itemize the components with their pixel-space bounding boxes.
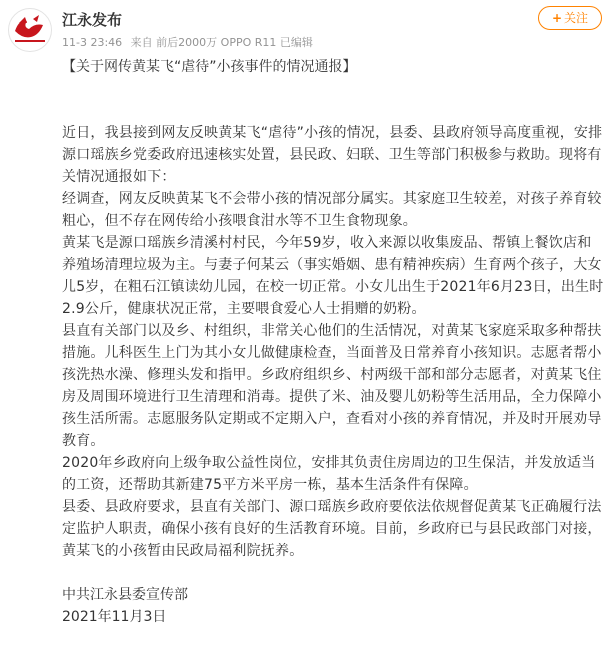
sign-date: 2021年11月3日 — [62, 609, 167, 625]
plus-icon: + — [551, 11, 563, 25]
paragraph-requirements: 县委、县政府要求，县直有关部门、源口瑶族乡政府要依法依规督促黄某飞正确履行法定监护人职责，确保小孩有良好的生活教育环境。目前，乡政府已与县民政部门对接，黄某飞的小孩暂由民政局福利院抚养。 — [62, 499, 602, 559]
follow-label: 关注 — [564, 11, 589, 25]
post-date: 11-3 23:46 — [62, 36, 123, 49]
post-source: 来自 前后2000万 OPPO R11 已编辑 — [130, 36, 313, 49]
signature: 中共江永县委宣传部 — [62, 587, 188, 603]
paragraph-investigation: 经调查，网友反映黄某飞不会带小孩的情况部分属实。其家庭卫生较差，对孩子养育较粗心，但不存在网传给小孩喂食泔水等不卫生食物现象。 — [62, 191, 602, 229]
paragraph-assistance: 县直有关部门以及乡、村组织，非常关心他们的生活情况，对黄某飞家庭采取多种帮扶措施。儿科医生上门为其小女儿做健康检查，当面普及日常养育小孩知识。志愿者帮小孩洗热水澡、修理头发和指甲。乡政府组织乡、村两级干部和部分志愿者，对黄某飞住房及周围环境进行卫生清理和消毒。提供了米、油及婴儿奶粉等生活用品，全力保障小孩生活所需。志愿服务队定期或不定期入户，查看对小孩的养育情况，并及时开展劝导教育。 — [62, 323, 602, 449]
post-meta — [62, 35, 318, 51]
author-name[interactable]: 江永发布 — [62, 11, 123, 29]
avatar-logo-icon — [9, 9, 51, 51]
paragraph-intro: 近日，我县接到网友反映黄某飞“虐待”小孩的情况，县委、县政府领导高度重视，安排源口瑶族乡党委政府迅速核实处置，县民政、妇联、卫生等部门积极参与救助。现将有关情况通报如下： — [62, 125, 603, 185]
post-title: 【关于网传黄某飞“虐待”小孩事件的情况通报】 — [62, 59, 357, 75]
post-content — [62, 56, 604, 628]
avatar[interactable] — [8, 8, 52, 52]
paragraph-background: 黄某飞是源口瑶族乡清溪村村民，今年59岁，收入来源以收集废品、帮镇上餐饮店和养殖场清理垃圾为主。与妻子何某云（事实婚姻、患有精神疾病）生育两个孩子，大女儿5岁，在粗石江镇读幼儿园，在校一切正常。小女儿出生于2021年6月23日，出生时2.9公斤，健康状况正常，主要喂食爱心人士捐赠的奶粉。 — [62, 235, 604, 317]
follow-button[interactable] — [538, 6, 602, 30]
paragraph-employment: 2020年乡政府向上级争取公益性岗位，安排其负责住房周边的卫生保洁，并发放适当的工资，还帮助其新建75平方米平房一栋，基本生活条件有保障。 — [62, 455, 596, 493]
